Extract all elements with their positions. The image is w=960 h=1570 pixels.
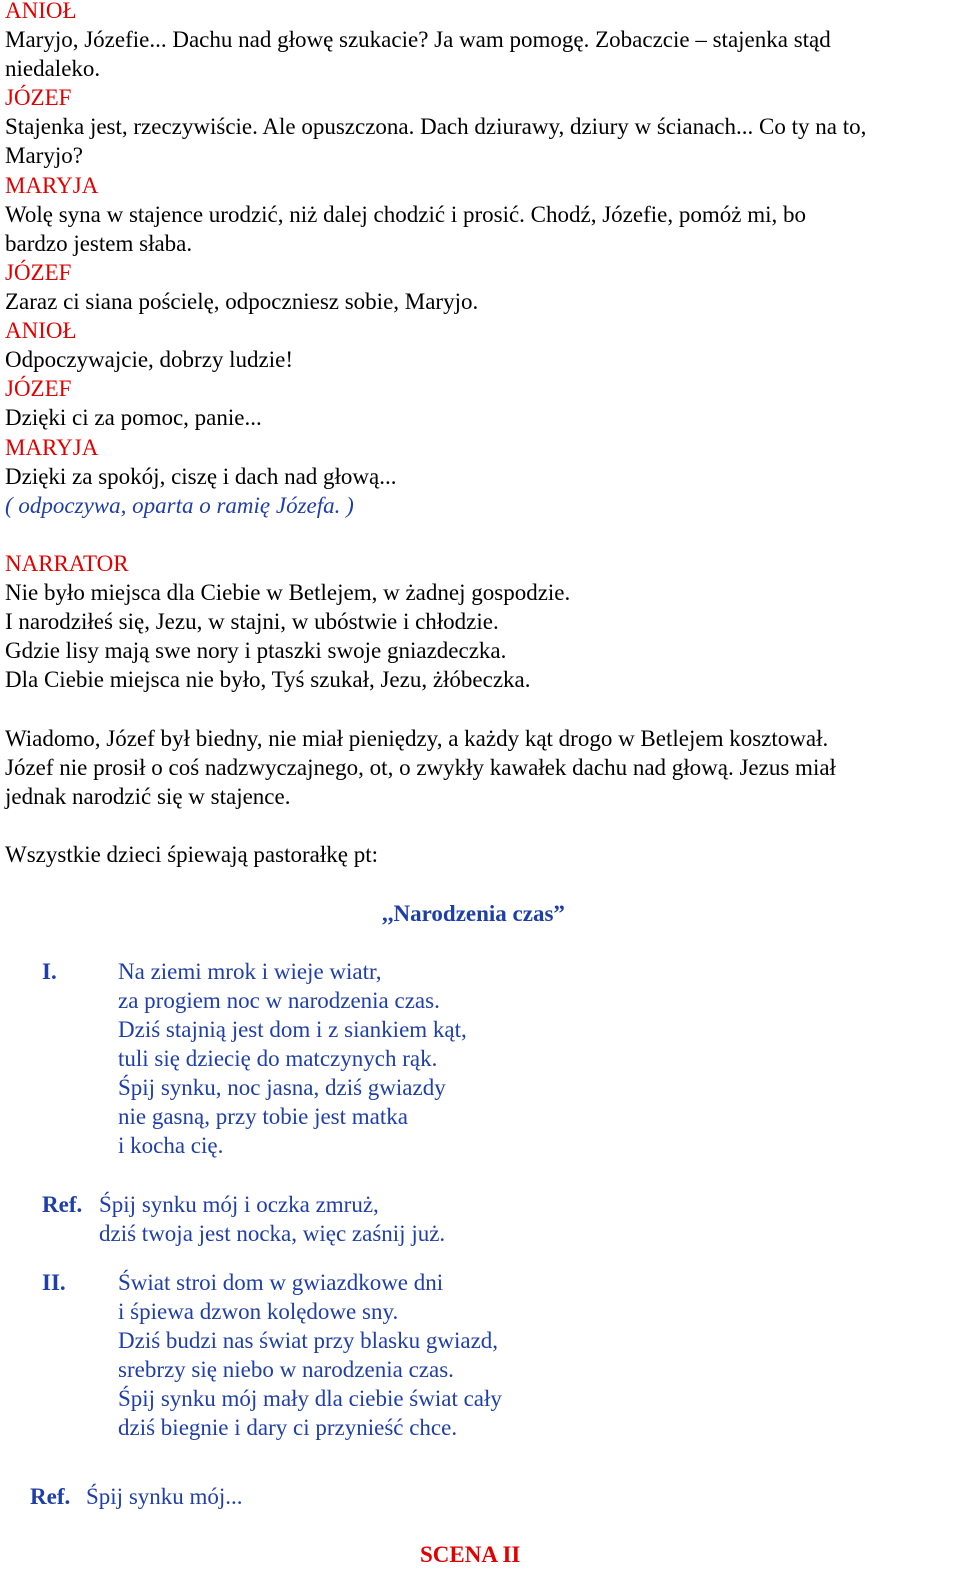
- verse-line: srebrzy się niebo w narodzenia czas.: [118, 1357, 454, 1382]
- verse-line: dziś biegnie i dary ci przynieść chce.: [118, 1415, 458, 1440]
- speaker-label: JÓZEF: [5, 376, 72, 401]
- song-title: ,,Narodzenia czas”: [382, 901, 565, 926]
- dialogue-line: niedaleko.: [5, 56, 101, 81]
- verse-line: tuli się dziecię do matczynych rąk.: [118, 1046, 438, 1071]
- speaker-label: ANIOŁ: [5, 318, 77, 343]
- verse-line: Śpij synku mój mały dla ciebie świat cały: [118, 1386, 502, 1411]
- verse-line: i śpiewa dzwon kolędowe sny.: [118, 1299, 399, 1324]
- refrain-line: dziś twoja jest nocka, więc zaśnij już.: [99, 1221, 446, 1246]
- dialogue-line: Odpoczywajcie, dobrzy ludzie!: [5, 347, 294, 372]
- narrator-line: I narodziłeś się, Jezu, w stajni, w ubóstwie i chłodzie.: [5, 609, 499, 634]
- speaker-label: JÓZEF: [5, 85, 72, 110]
- dialogue-line: bardzo jestem słaba.: [5, 231, 193, 256]
- dialogue-line: Zaraz ci siana pościelę, odpoczniesz sobie, Maryjo.: [5, 289, 479, 314]
- verse-line: Dziś stajnią jest dom i z siankiem kąt,: [118, 1017, 467, 1042]
- refrain-line: Śpij synku mój...: [86, 1484, 243, 1509]
- song-intro: Wszystkie dzieci śpiewają pastorałkę pt:: [5, 842, 378, 867]
- verse-line: nie gasną, przy tobie jest matka: [118, 1104, 408, 1129]
- paragraph-line: Józef nie prosił o coś nadzwyczajnego, ot, o zwykły kawałek dachu nad głową. Jezus miał: [5, 755, 836, 780]
- speaker-label: MARYJA: [5, 435, 99, 460]
- verse-line: Świat stroi dom w gwiazdkowe dni: [118, 1270, 444, 1295]
- paragraph-line: jednak narodzić się w stajence.: [5, 784, 291, 809]
- dialogue-line: Maryjo, Józefie... Dachu nad głowę szukacie? Ja wam pomogę. Zobaczcie – stajenka stąd: [5, 27, 831, 52]
- dialogue-line: Dzięki ci za pomoc, panie...: [5, 405, 262, 430]
- verse-number: II.: [42, 1270, 66, 1295]
- dialogue-line: Stajenka jest, rzeczywiście. Ale opuszczona. Dach dziurawy, dziury w ścianach... Co ty na to,: [5, 114, 867, 139]
- verse-line: Dziś budzi nas świat przy blasku gwiazd,: [118, 1328, 499, 1353]
- refrain-label: Ref.: [30, 1484, 71, 1509]
- stage-direction: ( odpoczywa, oparta o ramię Józefa. ): [5, 493, 354, 518]
- dialogue-line: Wolę syna w stajence urodzić, niż dalej chodzić i prosić. Chodź, Józefie, pomóż mi, bo: [5, 202, 806, 227]
- scene-heading: SCENA II: [420, 1542, 521, 1567]
- narrator-line: Nie było miejsca dla Ciebie w Betlejem, w żadnej gospodzie.: [5, 580, 571, 605]
- narrator-line: Gdzie lisy mają swe nory i ptaszki swoje gniazdeczka.: [5, 638, 507, 663]
- verse-number: I.: [42, 959, 57, 984]
- verse-line: i kocha cię.: [118, 1133, 224, 1158]
- verse-line: Śpij synku, noc jasna, dziś gwiazdy: [118, 1075, 446, 1100]
- speaker-label: MARYJA: [5, 173, 99, 198]
- speaker-label: JÓZEF: [5, 260, 72, 285]
- refrain-label: Ref.: [42, 1192, 83, 1217]
- paragraph-line: Wiadomo, Józef był biedny, nie miał pieniędzy, a każdy kąt drogo w Betlejem kosztował.: [5, 726, 829, 751]
- dialogue-line: Dzięki za spokój, ciszę i dach nad głową...: [5, 464, 397, 489]
- narrator-label: NARRATOR: [5, 551, 129, 576]
- verse-line: Na ziemi mrok i wieje wiatr,: [118, 959, 382, 984]
- refrain-line: Śpij synku mój i oczka zmruż,: [99, 1192, 379, 1217]
- speaker-label: ANIOŁ: [5, 0, 77, 23]
- narrator-line: Dla Ciebie miejsca nie było, Tyś szukał, Jezu, żłóbeczka.: [5, 667, 531, 692]
- dialogue-line: Maryjo?: [5, 143, 83, 168]
- verse-line: za progiem noc w narodzenia czas.: [118, 988, 440, 1013]
